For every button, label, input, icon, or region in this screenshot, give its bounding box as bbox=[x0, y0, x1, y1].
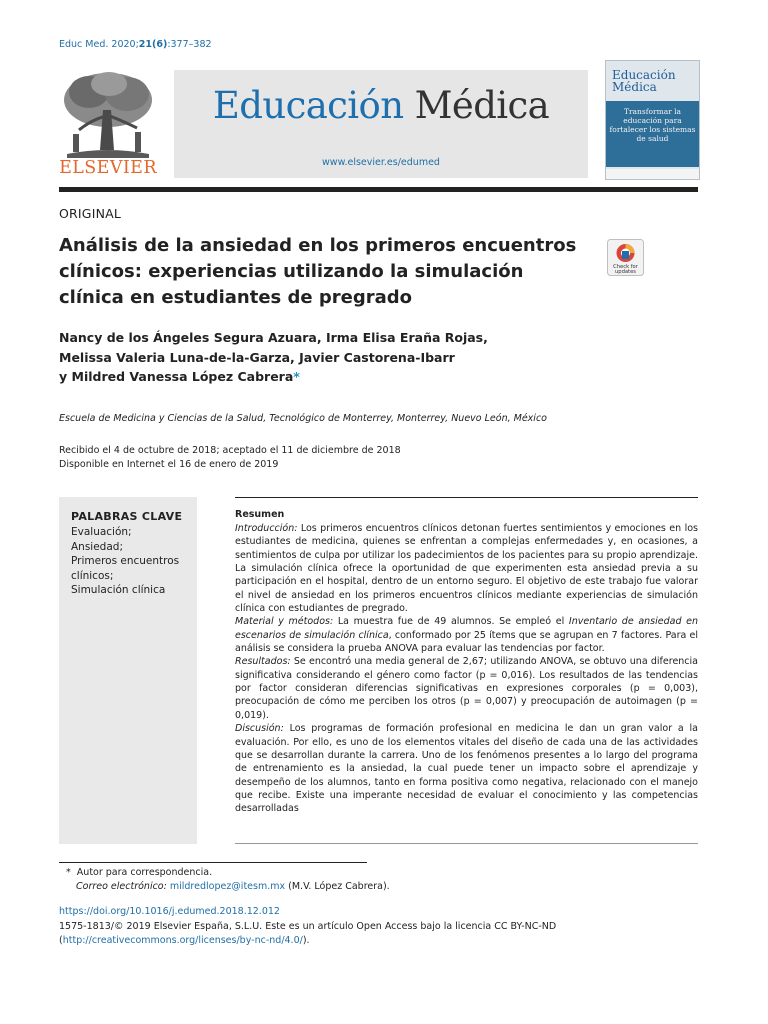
license-statement: 1575-1813/© 2019 Elsevier España, S.L.U. Este es un artículo Open Access bajo la licencia CC BY-NC-ND (http://creativecommons.org/licenses/by-nc-nd/4.0/). bbox=[59, 921, 557, 946]
journal-url-link[interactable]: www.elsevier.es/edumed bbox=[322, 157, 440, 168]
cover-tagline: Transformar la educación para fortalecer los sistemas de salud bbox=[609, 107, 696, 143]
abstract-intro-label: Introducción: bbox=[235, 523, 298, 534]
abstract-top-rule bbox=[235, 497, 698, 498]
author-list: Nancy de los Ángeles Segura Azuara, Irma Elisa Eraña Rojas, Melissa Valeria Luna-de-la-Garza, Javier Castorena-Ibarr y Mildred Vanessa López Cabrera* bbox=[59, 330, 488, 384]
keywords-box bbox=[59, 497, 197, 844]
journal-citation: Educ Med. 2020;21(6):377–382 bbox=[59, 39, 212, 50]
svg-text:updates: updates bbox=[615, 269, 636, 275]
elsevier-wordmark: ELSEVIER bbox=[59, 158, 157, 178]
journal-title: Educación Médica bbox=[212, 84, 550, 127]
header-divider bbox=[59, 187, 698, 192]
article-section: ORIGINAL bbox=[59, 206, 122, 221]
elsevier-logo bbox=[59, 70, 157, 180]
abstract-results-label: Resultados: bbox=[235, 656, 291, 668]
affiliation: Escuela de Medicina y Ciencias de la Salud, Tecnológico de Monterrey, Monterrey, Nuevo León, México bbox=[59, 413, 547, 424]
email-link[interactable]: mildredlopez@itesm.mx bbox=[169, 881, 286, 892]
elsevier-tree-icon bbox=[59, 70, 157, 158]
footnote: * Autor para correspondencia. Correo electrónico: mildredlopez@itesm.mx (M.V. López Cabrera). bbox=[66, 867, 390, 892]
keywords-list bbox=[71, 525, 191, 598]
corresponding-author-mark[interactable]: * bbox=[293, 369, 300, 384]
article-dates: Recibido el 4 de octubre de 2018; aceptado el 11 de diciembre de 2018 Disponible en Internet el 16 de enero de 2019 bbox=[59, 445, 401, 470]
footnote-rule bbox=[59, 862, 367, 863]
abstract-discussion-text: Los programas de formación profesional en medicina le dan un gran valor a la evaluación. Por ello, es uno de los elementos vitales del diseño de cada una de las actividades que se desarrollan durante la carrera. Uno de los fenómenos presentes a lo largo del programa de entrenamiento es la ansiedad, la cual puede tener un impacto sobre el aprendizaje y desempeño de los alumnos, tanto en forma positiva como negativa, relacionado con el manejo que recibe. Existe una imperante necesidad de evaluar el conocimiento y las competencias desarrolladas bbox=[235, 723, 698, 815]
abstract-discussion-label: Discusión: bbox=[235, 723, 284, 735]
cover-title: Educación Médica bbox=[612, 68, 676, 94]
abstract-intro-text: Los primeros encuentros clínicos detonan fuertes sentimientos y emociones en los estudiantes de medicina, quienes se enfrentan a complejas enfermedades y, en ocasiones, a sentimientos de culpa por utilizar los padecimientos de los pacientes para su propio aprendizaje. La simulación clínica ofrece la oportunidad de que experimenten esta ansiedad previa a su participación en el hospital, dentro de un entorno seguro. El objetivo de este trabajo fue valorar el nivel de ansiedad en los primeros encuentros clínicos mediante experiencias de simulación clínica con estudiantes de pregrado. bbox=[235, 523, 698, 615]
abstract-heading: Resumen bbox=[235, 509, 285, 520]
keywords-title: PALABRAS CLAVE bbox=[71, 510, 183, 523]
keyword-item: Ansiedad; bbox=[71, 540, 123, 553]
license-link[interactable]: http://creativecommons.org/licenses/by-nc-nd/4.0/ bbox=[62, 935, 303, 946]
check-for-updates-icon[interactable] bbox=[607, 239, 644, 276]
keyword-item: Primeros encuentros clínicos; bbox=[71, 555, 180, 582]
journal-cover-thumbnail bbox=[605, 60, 700, 180]
abstract-results-text: Se encontró una media general de 2,67; utilizando ANOVA, se obtuvo una diferencia significativa considerando el género como factor (p = 0,016). Los resultados de las tendencias por factor consideran diferencias significativas en expresiones corporales (p = 0,003), preocupación de cómo me perciben los otros (p = 0,007) y preocupación de autoimagen (p = 0,019). bbox=[235, 656, 698, 721]
cover-footer bbox=[606, 169, 699, 179]
abstract-body: Introducción: Los primeros encuentros clínicos detonan fuertes sentimientos y emociones en los estudiantes de medicina, quienes se enfrentan a complejas enfermedades y, en ocasiones, a sentimientos de culpa por utilizar los padecimientos de los pacientes para su propio aprendizaje. La simulación clínica ofrece la oportunidad de que experimenten esta ansiedad previa a su participación en el hospital, dentro de un entorno seguro. El objetivo de este trabajo fue valorar el nivel de ansiedad en los primeros encuentros clínicos mediante experiencias de simulación clínica con estudiantes de pregrado. Material y métodos: La muestra fue de 49 alumnos. Se empleó el Inventario de ansiedad en escenarios de simulación clínica, conformado por 25 ítems que se agrupan en 7 factores. Para el análisis se considera la prueba ANOVA para evaluar las tendencias por factor. Resultados: Se encontró una media general de 2,67; utilizando ANOVA, se obtuvo una diferencia significativa considerando el género como factor (p = 0,016). Los resultados de las tendencias por factor consideran diferencias significativas en expresiones corporales (p = 0,003), preocupación de cómo me perciben los otros (p = 0,007) y preocupación de autoimagen (p = 0,019). Discusión: Los programas de formación profesional en medicina le dan un gran valor a la evaluación. Por ello, es uno de los elementos vitales del diseño de cada una de las actividades que se desarrollan durante la carrera. Uno de los fenómenos presentes a lo largo del programa de entrenamiento es la ansiedad, la cual puede tener un impacto sobre el aprendizaje y desempeño de los alumnos, tanto en forma positiva como negativa, relacionado con el manejo que recibe. Existe una imperante necesidad de evaluar el conocimiento y las competencias desarrolladas bbox=[235, 523, 699, 815]
abstract-methods-label: Material y métodos: bbox=[235, 616, 334, 628]
keyword-item: Simulación clínica bbox=[71, 584, 166, 596]
doi-link[interactable]: https://doi.org/10.1016/j.edumed.2018.12.012 bbox=[59, 906, 280, 917]
keyword-item: Evaluación; bbox=[71, 526, 132, 538]
svg-text:Check for: Check for bbox=[613, 264, 638, 270]
abstract-bottom-rule bbox=[235, 843, 698, 844]
article-title: Análisis de la ansiedad en los primeros encuentros clínicos: experiencias utilizando la simulación clínica en estudiantes de pregrado bbox=[59, 235, 577, 308]
journal-masthead bbox=[174, 70, 588, 178]
